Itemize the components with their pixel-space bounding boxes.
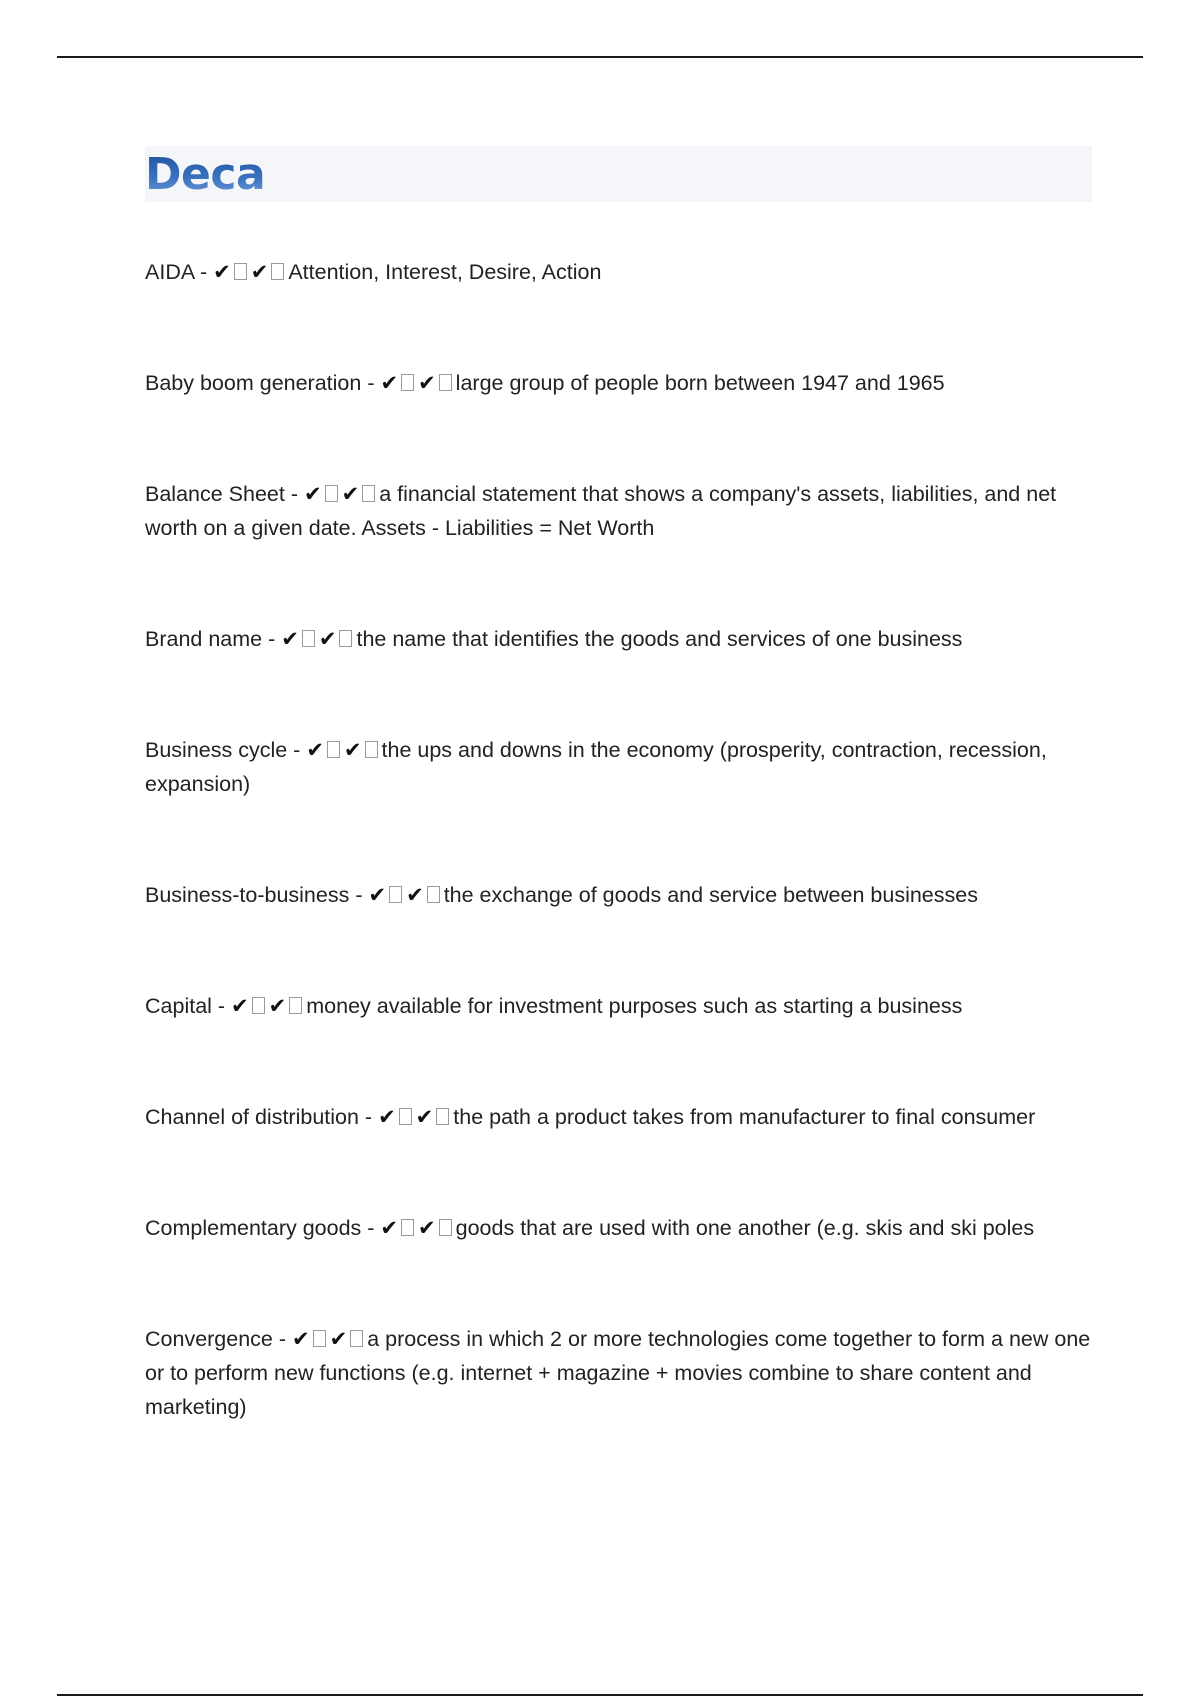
check-icon: ✔ <box>415 1105 434 1129</box>
entry-term: Balance Sheet <box>145 482 285 506</box>
flashcard-entry <box>145 733 1095 801</box>
box-glyph-icon <box>252 997 265 1014</box>
check-icon: ✔ <box>418 1216 436 1240</box>
flashcard-entry <box>145 1322 1095 1424</box>
check-icon: ✔ <box>250 260 269 284</box>
box-glyph-icon <box>234 263 247 280</box>
entry-separator: - <box>349 883 369 907</box>
box-glyph-icon <box>427 886 440 903</box>
box-glyph-icon <box>339 630 352 647</box>
box-glyph-icon <box>401 374 414 391</box>
entry-definition: a process in which 2 or more technologies come together to form a new one or to perform new functions (e.g. internet + magazine + movies combine to share content and marketing) <box>145 1327 1091 1419</box>
check-icon: ✔ <box>306 738 324 762</box>
box-glyph-icon <box>436 1108 449 1125</box>
box-glyph-icon <box>350 1330 363 1347</box>
entry-term: Complementary goods <box>145 1216 362 1240</box>
entry-definition: the ups and downs in the economy (prosperity, contraction, recession, expansion) <box>145 738 1047 796</box>
entry-separator: - <box>262 627 282 651</box>
entry-term: Capital <box>145 994 212 1018</box>
entry-definition: money available for investment purposes such as starting a business <box>306 994 963 1018</box>
box-glyph-icon <box>365 741 378 758</box>
footer-rule <box>57 1694 1143 1696</box>
entry-definition: a financial statement that shows a company's assets, liabilities, and net worth on a given date. Assets - Liabilities = Net Worth <box>145 482 1057 540</box>
entry-term: Business cycle <box>145 738 288 762</box>
box-glyph-icon <box>439 1219 452 1236</box>
entry-definition: Attention, Interest, Desire, Action <box>288 260 602 284</box>
entry-definition: large group of people born between 1947 and 1965 <box>455 371 945 395</box>
box-glyph-icon <box>327 741 340 758</box>
document-title: Deca <box>145 147 265 203</box>
flashcard-entry <box>145 255 1095 289</box>
box-glyph-icon <box>439 374 452 391</box>
check-icon: ✔ <box>343 738 362 762</box>
box-glyph-icon <box>289 997 302 1014</box>
entry-definition: the name that identifies the goods and services of one business <box>356 627 963 651</box>
entry-separator: - <box>361 1216 381 1240</box>
flashcard-entry <box>145 989 1095 1023</box>
entry-separator: - <box>194 260 214 284</box>
check-icon: ✔ <box>380 371 399 395</box>
box-glyph-icon <box>401 1219 414 1236</box>
check-icon: ✔ <box>341 482 360 506</box>
check-icon: ✔ <box>268 994 287 1018</box>
box-glyph-icon <box>389 886 402 903</box>
flashcard-list <box>145 255 1095 1501</box>
entry-term: Channel of distribution <box>145 1105 359 1129</box>
box-glyph-icon <box>271 263 284 280</box>
check-icon: ✔ <box>378 1105 396 1129</box>
check-icon: ✔ <box>329 1327 348 1351</box>
entry-term: Brand name <box>145 627 263 651</box>
check-icon: ✔ <box>368 883 387 907</box>
box-glyph-icon <box>362 485 375 502</box>
box-glyph-icon <box>325 485 338 502</box>
flashcard-entry <box>145 878 1095 912</box>
entry-separator: - <box>211 994 232 1018</box>
check-icon: ✔ <box>418 371 436 395</box>
entry-separator: - <box>358 1105 379 1129</box>
check-icon: ✔ <box>303 482 322 506</box>
box-glyph-icon <box>313 1330 326 1347</box>
entry-definition: the exchange of goods and service between businesses <box>443 883 978 907</box>
entry-separator: - <box>287 738 307 762</box>
box-glyph-icon <box>302 630 315 647</box>
entry-separator: - <box>361 371 381 395</box>
check-icon: ✔ <box>318 627 337 651</box>
entry-definition: the path a product takes from manufacturer to final consumer <box>453 1105 1036 1129</box>
entry-term: Baby boom generation <box>145 371 362 395</box>
check-icon: ✔ <box>213 260 231 284</box>
entry-term: Convergence <box>145 1327 273 1351</box>
entry-definition: goods that are used with one another (e.g. skis and ski poles <box>455 1216 1035 1240</box>
flashcard-entry <box>145 1211 1095 1245</box>
flashcard-entry <box>145 622 1095 656</box>
header-rule <box>57 56 1143 58</box>
title-banner <box>145 146 1092 202</box>
flashcard-entry <box>145 366 1095 400</box>
check-icon: ✔ <box>231 994 249 1018</box>
check-icon: ✔ <box>406 883 424 907</box>
entry-separator: - <box>272 1327 292 1351</box>
check-icon: ✔ <box>380 1216 399 1240</box>
flashcard-entry <box>145 1100 1095 1134</box>
entry-term: Business-to-business <box>145 883 350 907</box>
entry-term: AIDA <box>145 260 194 284</box>
box-glyph-icon <box>399 1108 412 1125</box>
check-icon: ✔ <box>292 1327 310 1351</box>
check-icon: ✔ <box>281 627 299 651</box>
entry-separator: - <box>284 482 304 506</box>
flashcard-entry <box>145 477 1095 545</box>
